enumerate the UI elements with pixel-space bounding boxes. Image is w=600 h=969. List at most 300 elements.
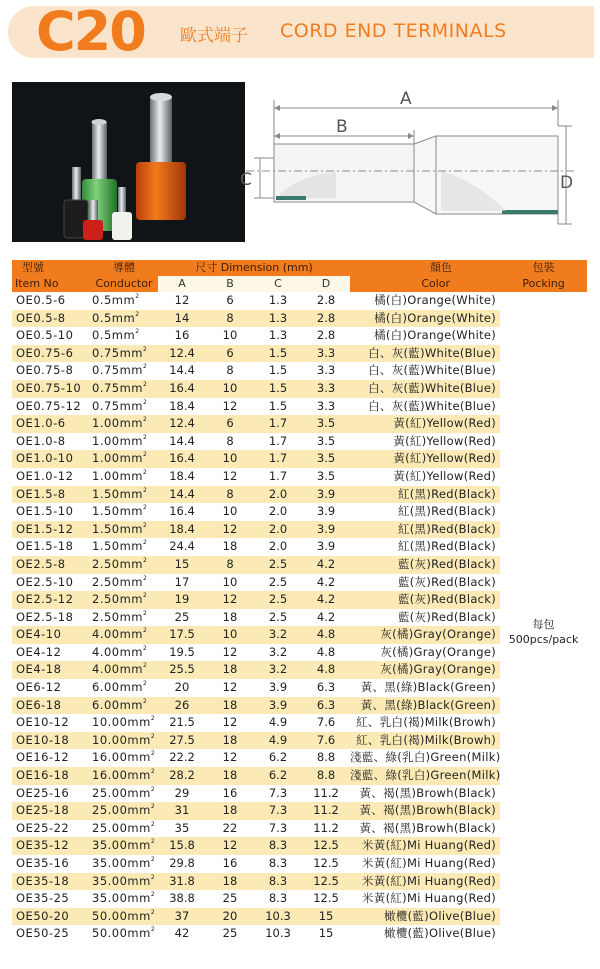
conductor-cell-text: 35.00mm — [92, 891, 151, 906]
item-no-cell-text: OE1.5-8 — [16, 486, 66, 501]
dim-c-cell — [254, 873, 302, 891]
dim-a-cell-text: 37 — [174, 908, 190, 923]
unit-superscript: 2 — [143, 433, 148, 441]
item-no-cell-text: OE6-12 — [16, 680, 62, 695]
dim-a-cell — [158, 697, 206, 715]
dim-d-cell — [302, 626, 350, 644]
color-cell — [350, 362, 500, 380]
item-no-cell — [12, 503, 90, 521]
item-no-cell — [12, 626, 90, 644]
color-cell-text: 橄欖(藍)Olive(Blue) — [384, 908, 497, 923]
dim-a-cell — [158, 661, 206, 679]
dim-a-cell-text: 20 — [174, 680, 190, 695]
dim-d-cell-text: 11.2 — [313, 785, 339, 800]
unit-superscript: 2 — [143, 416, 148, 424]
color-cell — [350, 609, 500, 627]
unit-superscript: 2 — [150, 820, 156, 828]
dim-b-cell-text: 8 — [226, 556, 234, 571]
dim-c-cell — [254, 855, 302, 873]
color-cell — [350, 644, 500, 662]
dim-d-cell — [302, 415, 350, 433]
dim-c-cell-text: 8.3 — [268, 891, 288, 906]
item-no-cell-text: OE0.75-10 — [16, 380, 82, 395]
dim-a-cell-text: 21.5 — [169, 715, 195, 730]
dim-b-cell-text: 18 — [222, 609, 238, 624]
item-no-cell-text: OE1.0-12 — [16, 468, 74, 483]
unit-superscript: 2 — [150, 785, 156, 793]
dim-a-cell-text: 12 — [174, 293, 190, 307]
dim-a-cell-text: 35 — [174, 820, 190, 835]
dim-c-cell-text: 1.3 — [268, 310, 288, 325]
dim-c-cell-text: 3.9 — [268, 697, 288, 712]
dim-b-cell — [206, 626, 254, 644]
dim-b-cell-text: 10 — [222, 574, 238, 589]
color-cell — [350, 327, 500, 345]
conductor-cell — [90, 574, 158, 592]
dim-b-cell-text: 8 — [226, 363, 234, 378]
item-no-cell-text: OE35-12 — [16, 838, 70, 853]
unit-superscript: 2 — [143, 539, 148, 547]
dim-b-cell-text: 10 — [222, 451, 238, 466]
unit-superscript: 2 — [150, 715, 156, 723]
dim-b-cell — [206, 679, 254, 697]
dim-d-cell-text: 4.8 — [316, 662, 336, 677]
title-banner — [8, 0, 594, 63]
conductor-cell — [90, 450, 158, 468]
dim-a-cell — [158, 380, 206, 398]
dim-b-cell-text: 12 — [222, 521, 238, 536]
dim-a-cell — [158, 802, 206, 820]
conductor-cell — [90, 609, 158, 627]
item-no-cell — [12, 591, 90, 609]
color-cell-text: 藍(灰)Red(Black) — [397, 592, 497, 607]
color-cell-text: 黃(紅)Yellow(Red) — [393, 451, 497, 466]
dim-d-cell-text: 2.8 — [316, 310, 336, 325]
dim-d-cell — [302, 327, 350, 345]
packing-note-cn: 每包 — [532, 618, 555, 632]
dim-a-cell-text: 16.4 — [169, 504, 195, 519]
dim-a-cell — [158, 908, 206, 926]
item-no-cell-text: OE0.75-6 — [16, 345, 74, 360]
dim-c-cell-text: 1.5 — [268, 345, 288, 360]
dim-b-cell — [206, 591, 254, 609]
conductor-cell — [90, 908, 158, 926]
dim-d-cell — [302, 714, 350, 732]
title-english: CORD END TERMINALS — [280, 20, 507, 42]
item-no-cell-text: OE2.5-18 — [16, 609, 74, 624]
color-cell-text: 白、灰(藍)White(Blue) — [368, 398, 497, 413]
item-no-cell-text: OE2.5-12 — [16, 592, 74, 607]
dim-d-cell-text: 11.2 — [313, 820, 339, 835]
dim-a-cell-text: 15 — [174, 556, 190, 571]
conductor-cell-text: 35.00mm — [92, 873, 151, 888]
conductor-cell — [90, 679, 158, 697]
dim-a-cell — [158, 714, 206, 732]
dim-a-cell-text: 26 — [174, 697, 190, 712]
conductor-cell — [90, 714, 158, 732]
unit-superscript: 2 — [150, 856, 156, 863]
color-cell-text: 黃、褐(黑)Browh(Black) — [359, 820, 497, 835]
dim-a-cell — [158, 855, 206, 873]
product-photo — [12, 82, 245, 242]
dim-b-cell — [206, 310, 254, 328]
dim-b-cell-text: 12 — [222, 468, 238, 483]
item-no-cell-text: OE35-18 — [16, 873, 70, 888]
dim-d-cell — [302, 292, 350, 310]
dim-d-cell — [302, 380, 350, 398]
dim-a-cell — [158, 486, 206, 504]
model-code: C20 — [36, 0, 145, 63]
conductor-cell-text: 50.00mm — [92, 926, 151, 941]
color-cell — [350, 468, 500, 486]
conductor-cell-text: 1.00mm — [92, 451, 144, 466]
dim-c-cell — [254, 890, 302, 908]
dim-c-cell-text: 2.5 — [268, 592, 288, 607]
conductor-cell — [90, 661, 158, 679]
dim-b-cell — [206, 398, 254, 416]
unit-superscript: 2 — [150, 803, 156, 811]
conductor-cell-text: 25.00mm — [92, 803, 151, 818]
item-no-cell — [12, 398, 90, 416]
dim-c-cell-text: 2.0 — [268, 504, 288, 519]
conductor-cell — [90, 310, 158, 328]
dim-c-cell — [254, 310, 302, 328]
unit-superscript: 2 — [150, 926, 156, 934]
dim-a-cell — [158, 820, 206, 838]
dim-d-cell — [302, 820, 350, 838]
color-cell — [350, 398, 500, 416]
dim-label-c: C — [240, 170, 252, 190]
dim-c-cell-text: 8.3 — [268, 856, 288, 870]
dim-a-cell — [158, 626, 206, 644]
dim-a-cell-text: 25 — [174, 609, 190, 624]
conductor-cell-text: 1.00mm — [92, 468, 144, 483]
color-cell — [350, 802, 500, 820]
dim-b-cell — [206, 521, 254, 539]
item-no-cell — [12, 644, 90, 662]
dim-b-cell-text: 6 — [226, 345, 234, 360]
dim-b-cell — [206, 486, 254, 504]
conductor-cell — [90, 362, 158, 380]
color-cell — [350, 538, 500, 556]
dim-d-cell-text: 12.5 — [313, 856, 339, 870]
dim-d-cell-text: 2.8 — [316, 328, 336, 343]
dim-b-cell-text: 12 — [222, 838, 238, 853]
unit-superscript: 2 — [143, 644, 148, 652]
dim-c-cell — [254, 697, 302, 715]
dim-c-cell — [254, 538, 302, 556]
dim-d-cell-text: 12.5 — [313, 873, 339, 888]
dim-c-cell-text: 4.9 — [268, 715, 288, 730]
conductor-cell-text: 25.00mm — [92, 785, 151, 800]
dim-c-cell-text: 1.3 — [268, 293, 288, 307]
item-no-cell-text: OE1.5-18 — [16, 539, 74, 554]
dim-a-cell-text: 28.2 — [169, 768, 195, 783]
dim-b-cell — [206, 802, 254, 820]
dim-b-cell-text: 12 — [222, 644, 238, 659]
dim-c-cell-text: 2.5 — [268, 574, 288, 589]
dim-a-cell-text: 29 — [174, 785, 190, 800]
header-dimension: 尺寸 Dimension (mm) — [158, 260, 350, 276]
dim-a-cell — [158, 767, 206, 785]
dim-d-cell — [302, 538, 350, 556]
item-no-cell — [12, 925, 90, 943]
dim-b-cell-text: 10 — [222, 328, 238, 343]
dim-d-cell — [302, 767, 350, 785]
unit-superscript: 2 — [143, 592, 148, 600]
dim-b-cell — [206, 732, 254, 750]
dim-d-cell-text: 4.8 — [316, 627, 336, 642]
color-cell — [350, 433, 500, 451]
item-no-cell-text: OE50-25 — [16, 926, 70, 941]
unit-superscript: 2 — [143, 363, 148, 371]
dim-a-cell-text: 38.8 — [169, 891, 195, 906]
dim-a-cell-text: 19 — [174, 592, 190, 607]
dim-d-cell-text: 3.3 — [316, 363, 336, 378]
dim-c-cell-text: 6.2 — [268, 768, 288, 783]
dim-d-cell — [302, 486, 350, 504]
dim-d-cell — [302, 661, 350, 679]
dim-c-cell-text: 7.3 — [268, 803, 288, 818]
dim-a-cell — [158, 398, 206, 416]
conductor-cell-text: 1.00mm — [92, 416, 144, 431]
dim-c-cell-text: 1.7 — [268, 433, 288, 448]
item-no-cell-text: OE35-25 — [16, 891, 70, 906]
item-no-cell — [12, 679, 90, 697]
dim-b-cell — [206, 714, 254, 732]
item-no-cell — [12, 415, 90, 433]
conductor-cell — [90, 873, 158, 891]
dim-a-cell-text: 31 — [174, 803, 190, 818]
dim-c-cell-text: 3.9 — [268, 680, 288, 695]
dim-c-cell — [254, 908, 302, 926]
dim-c-cell — [254, 556, 302, 574]
dim-a-cell — [158, 609, 206, 627]
dim-c-cell-text: 2.5 — [268, 556, 288, 571]
unit-superscript: 2 — [143, 345, 148, 353]
item-no-cell — [12, 820, 90, 838]
dim-b-cell-text: 18 — [222, 873, 238, 888]
dim-b-cell — [206, 574, 254, 592]
header-item-cn: 型號 — [12, 260, 90, 276]
dim-d-cell — [302, 855, 350, 873]
item-no-cell — [12, 556, 90, 574]
dim-c-cell — [254, 486, 302, 504]
dim-d-cell-text: 3.9 — [316, 486, 336, 501]
unit-superscript: 2 — [135, 328, 140, 336]
dim-c-cell — [254, 837, 302, 855]
conductor-cell — [90, 398, 158, 416]
color-cell-text: 紅(黑)Red(Black) — [397, 539, 497, 554]
color-cell-text: 灰(橘)Gray(Orange) — [380, 627, 497, 642]
dim-d-cell-text: 15 — [318, 926, 334, 941]
conductor-cell — [90, 644, 158, 662]
dim-a-cell — [158, 503, 206, 521]
dim-b-cell — [206, 345, 254, 363]
dim-label-a: A — [400, 89, 412, 109]
title-chinese: 歐式端子 — [180, 26, 248, 46]
dim-c-cell-text: 2.5 — [268, 609, 288, 624]
dim-b-cell — [206, 749, 254, 767]
item-no-cell-text: OE16-12 — [16, 750, 70, 765]
item-no-cell — [12, 732, 90, 750]
dim-c-cell — [254, 609, 302, 627]
dim-d-cell — [302, 890, 350, 908]
dim-d-cell — [302, 609, 350, 627]
dim-b-cell-text: 10 — [222, 627, 238, 642]
conductor-cell — [90, 785, 158, 803]
header-item-en: Item No — [12, 276, 90, 292]
item-no-cell-text: OE6-18 — [16, 697, 62, 712]
conductor-cell-text: 2.50mm — [92, 609, 144, 624]
dim-d-cell — [302, 802, 350, 820]
dim-b-cell — [206, 609, 254, 627]
conductor-cell — [90, 433, 158, 451]
item-no-cell — [12, 574, 90, 592]
dim-d-cell — [302, 732, 350, 750]
terminal-dimension-diagram — [236, 86, 582, 236]
conductor-cell — [90, 345, 158, 363]
dim-d-cell-text: 7.6 — [316, 732, 336, 747]
conductor-cell-text: 0.75mm — [92, 363, 144, 378]
color-cell — [350, 732, 500, 750]
color-cell-text: 黃、褐(黑)Browh(Black) — [359, 803, 497, 818]
color-cell — [350, 574, 500, 592]
conductor-cell-text: 4.00mm — [92, 644, 144, 659]
dim-b-cell — [206, 785, 254, 803]
dim-b-cell — [206, 450, 254, 468]
dim-d-cell — [302, 521, 350, 539]
dim-a-cell — [158, 837, 206, 855]
item-no-cell — [12, 661, 90, 679]
dim-d-cell-text: 3.5 — [316, 468, 336, 483]
dim-c-cell — [254, 503, 302, 521]
color-cell-text: 黃(紅)Yellow(Red) — [393, 468, 497, 483]
color-cell — [350, 837, 500, 855]
dim-c-cell — [254, 345, 302, 363]
dim-b-cell — [206, 538, 254, 556]
unit-superscript: 2 — [143, 662, 148, 670]
dim-d-cell-text: 12.5 — [313, 838, 339, 853]
dim-d-cell — [302, 925, 350, 943]
item-no-cell-text: OE1.0-8 — [16, 433, 66, 448]
conductor-cell — [90, 556, 158, 574]
conductor-cell-text: 10.00mm — [92, 715, 151, 730]
dim-d-cell-text: 6.3 — [316, 697, 336, 712]
color-cell — [350, 450, 500, 468]
dim-b-cell — [206, 362, 254, 380]
header-dim-c: C — [254, 276, 302, 292]
dim-a-cell-text: 16 — [174, 328, 190, 343]
dim-d-cell — [302, 398, 350, 416]
item-no-cell-text: OE4-12 — [16, 644, 62, 659]
item-no-cell — [12, 468, 90, 486]
dim-d-cell — [302, 837, 350, 855]
dim-a-cell — [158, 450, 206, 468]
item-no-cell-text: OE0.5-6 — [16, 293, 66, 307]
dim-d-cell — [302, 785, 350, 803]
dim-d-cell-text: 15 — [318, 908, 334, 923]
color-cell-text: 米黃(紅)Mi Huang(Red) — [362, 873, 497, 888]
dim-c-cell — [254, 591, 302, 609]
dim-b-cell-text: 18 — [222, 803, 238, 818]
color-cell — [350, 785, 500, 803]
color-cell — [350, 591, 500, 609]
dim-d-cell — [302, 310, 350, 328]
dim-d-cell — [302, 574, 350, 592]
item-no-cell — [12, 890, 90, 908]
unit-superscript: 2 — [135, 310, 140, 318]
conductor-cell — [90, 292, 158, 310]
dim-d-cell-text: 8.8 — [316, 750, 336, 765]
conductor-cell-text: 0.5mm — [92, 328, 136, 343]
dim-d-cell-text: 4.2 — [316, 574, 336, 589]
conductor-cell-text: 1.50mm — [92, 504, 144, 519]
color-cell — [350, 415, 500, 433]
table-row — [12, 292, 587, 310]
conductor-cell — [90, 591, 158, 609]
color-cell — [350, 925, 500, 943]
item-no-cell — [12, 486, 90, 504]
unit-superscript: 2 — [135, 293, 140, 300]
dim-c-cell — [254, 398, 302, 416]
dim-d-cell — [302, 591, 350, 609]
dim-b-cell-text: 18 — [222, 662, 238, 677]
color-cell — [350, 486, 500, 504]
color-cell-text: 橘(白)Orange(White) — [374, 310, 497, 325]
dim-a-cell — [158, 591, 206, 609]
dim-a-cell-text: 16.4 — [169, 380, 195, 395]
color-cell — [350, 503, 500, 521]
dim-a-cell — [158, 556, 206, 574]
dim-b-cell — [206, 292, 254, 310]
dim-b-cell — [206, 380, 254, 398]
item-no-cell-text: OE25-18 — [16, 803, 70, 818]
conductor-cell-text: 4.00mm — [92, 627, 144, 642]
item-no-cell — [12, 873, 90, 891]
dim-c-cell — [254, 292, 302, 310]
dim-a-cell — [158, 538, 206, 556]
dim-c-cell — [254, 521, 302, 539]
dim-a-cell — [158, 468, 206, 486]
dim-a-cell — [158, 679, 206, 697]
color-cell — [350, 908, 500, 926]
conductor-cell — [90, 767, 158, 785]
dim-c-cell — [254, 749, 302, 767]
conductor-cell — [90, 732, 158, 750]
dim-a-cell — [158, 574, 206, 592]
conductor-cell-text: 16.00mm — [92, 750, 151, 765]
dim-a-cell-text: 16.4 — [169, 451, 195, 466]
conductor-cell-text: 1.50mm — [92, 486, 144, 501]
item-no-cell-text: OE2.5-8 — [16, 556, 66, 571]
dim-c-cell-text: 2.0 — [268, 486, 288, 501]
dim-a-cell-text: 22.2 — [169, 750, 195, 765]
dim-b-cell-text: 10 — [222, 380, 238, 395]
dim-a-cell-text: 14.4 — [169, 363, 195, 378]
dim-b-cell — [206, 890, 254, 908]
conductor-cell-text: 2.50mm — [92, 592, 144, 607]
dim-c-cell-text: 1.7 — [268, 416, 288, 431]
item-no-cell — [12, 362, 90, 380]
conductor-cell — [90, 503, 158, 521]
color-cell — [350, 380, 500, 398]
item-no-cell-text: OE50-20 — [16, 908, 70, 923]
item-no-cell — [12, 802, 90, 820]
header-color-en: Color — [350, 276, 500, 292]
dim-c-cell — [254, 468, 302, 486]
dim-a-cell — [158, 749, 206, 767]
